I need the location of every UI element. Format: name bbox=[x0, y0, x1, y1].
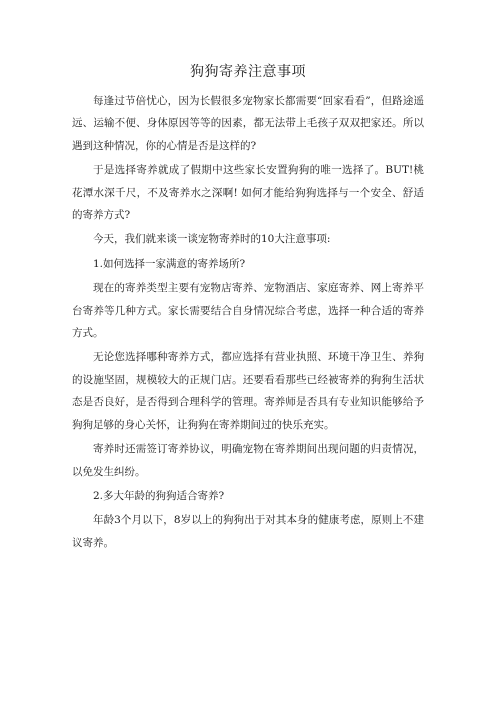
paragraph-intro: 每逢过节倍忧心，因为长假很多宠物家长都需要“回家看看”，但路途遥远、运输不便、身体原因等等的因素，都无法带上毛孩子双双把家还。所以遇到这种情况，你的心情是否是这样的? bbox=[72, 95, 424, 152]
document-title: 狗狗寄养注意事项 bbox=[190, 64, 306, 80]
section-heading-2: 2.多大年龄的狗狗适合寄养? bbox=[93, 489, 225, 502]
paragraph-age: 年龄3个月以下，8岁以上的狗狗出于对其本身的健康考虑，原则上不建议寄养。 bbox=[72, 514, 424, 549]
section-heading-1: 1.如何选择一家满意的寄养场所? bbox=[93, 257, 246, 270]
paragraph-boarding-choice: 于是选择寄养就成了假期中这些家长安置狗狗的唯一选择了。BUT!桃花潭水深千尺，不及寄养水之深啊! 如何才能给狗狗选择与一个安全、舒适的寄养方式? bbox=[72, 164, 424, 222]
paragraph-store-selection: 无论您选择哪种寄养方式，都应选择有营业执照、环境干净卫生、养狗的设施坚固，规模较大的正规门店。还要看看那些已经被寄养的狗狗生活状态是否良好，是否得到合理科学的管理。寄养师是否具有专业知识能够给予狗狗足够的身心关怀，让狗狗在寄养期间过的快乐充实。 bbox=[72, 351, 424, 431]
paragraph-boarding-types: 现在的寄养类型主要有宠物店寄养、宠物酒店、家庭寄养、网上寄养平台寄养等几种方式。家长需要结合自身情况综合考虑，选择一种合适的寄养方式。 bbox=[72, 282, 424, 340]
paragraph-agreement: 寄养时还需签订寄养协议，明确宠物在寄养期间出现问题的归责情况，以免发生纠纷。 bbox=[72, 443, 424, 478]
paragraph-topic-intro: 今天，我们就来谈一谈宠物寄养时的10大注意事项: bbox=[93, 233, 331, 246]
